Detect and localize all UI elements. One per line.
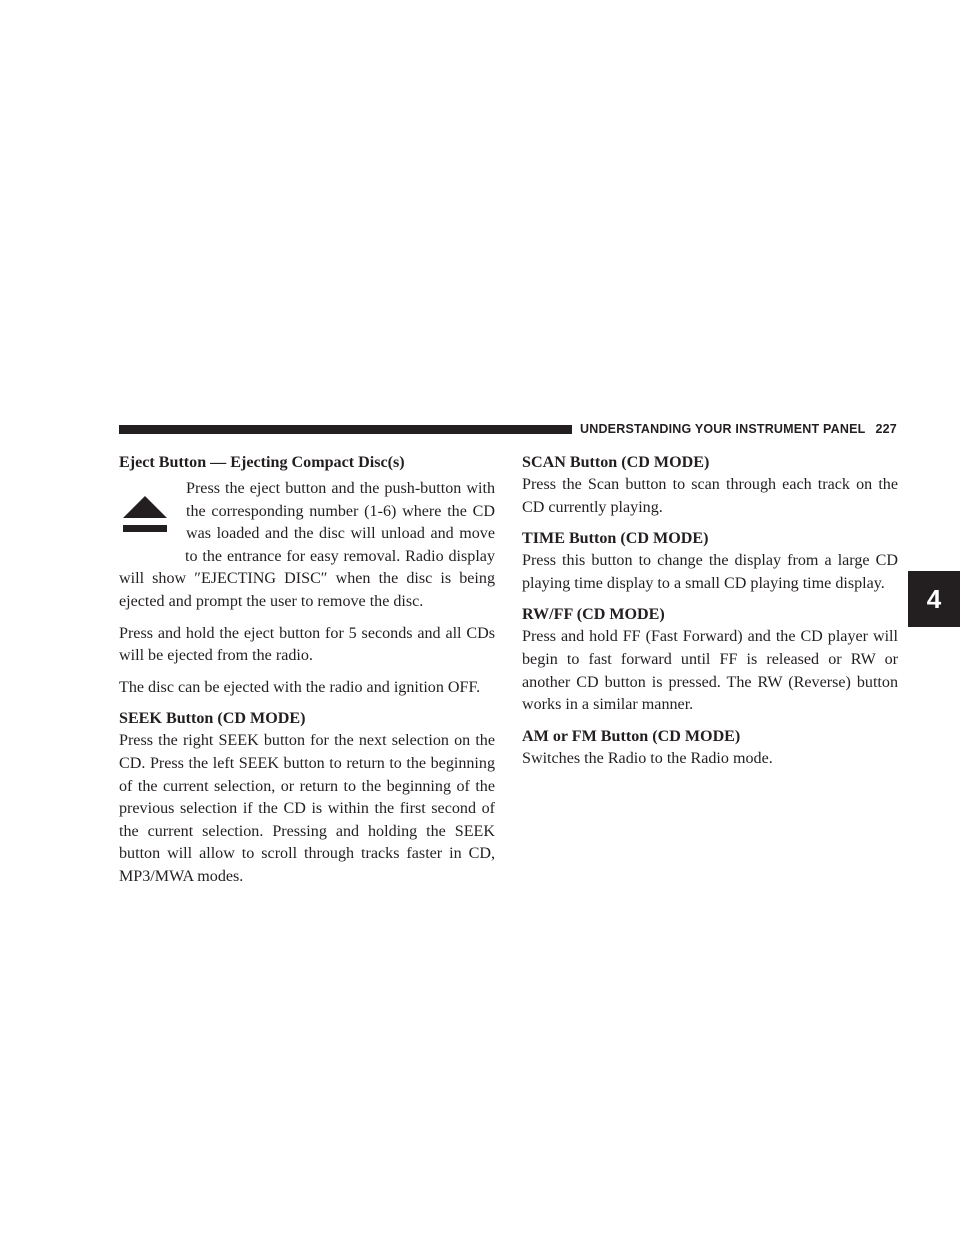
seek-body: Press the right SEEK button for the next selection on the CD. Press the left SEEK button to return to the beginning of the current selection, or return to the beginning of the previous selection if the CD is within the first second of the current selection. Pressing and holding the SEEK button will allow to scroll through tracks faster in CD, MP3/MWA modes.	[119, 732, 495, 885]
eject-icon	[119, 492, 171, 542]
rwff-heading: RW/FF (CD MODE)	[522, 606, 665, 624]
running-header	[580, 422, 897, 436]
scan-heading: SCAN Button (CD MODE)	[522, 454, 710, 471]
amfm-heading: AM or FM Button (CD MODE)	[522, 727, 741, 745]
eject-line: to the entrance for easy removal. Radio display	[185, 547, 495, 565]
scan-body: Press the Scan button to scan through each track on the CD currently playing.	[522, 476, 898, 516]
eject-off-paragraph: The disc can be ejected with the radio and ignition OFF.	[119, 678, 481, 696]
chapter-number: 4	[926, 583, 942, 614]
time-heading: TIME Button (CD MODE)	[522, 530, 709, 548]
eject-paragraph	[119, 478, 495, 614]
eject-continuation: will show ″EJECTING DISC″ when the disc is being ejected and prompt the user to remove the disc.	[119, 570, 495, 610]
chapter-tab	[908, 571, 960, 627]
eject-line: the corresponding number (1-6) where the CD	[186, 502, 495, 520]
header-rule	[119, 425, 572, 434]
eject-heading: Eject Button — Ejecting Compact Disc(s)	[119, 454, 405, 471]
eject-line: was loaded and the disc will unload and move	[186, 525, 495, 543]
eject-lines-beside-icon	[185, 478, 495, 568]
page-number: 227	[875, 422, 897, 436]
eject-line: Press the eject button and the push-button with	[186, 480, 495, 497]
section-title: UNDERSTANDING YOUR INSTRUMENT PANEL	[580, 422, 866, 436]
rwff-body: Press and hold FF (Fast Forward) and the CD player will begin to fast forward until FF is released or RW or another CD button is pressed. The RW (Reverse) button works in a similar manner.	[522, 628, 898, 714]
eject-hold-paragraph: Press and hold the eject button for 5 seconds and all CDs will be ejected from the radio.	[119, 624, 495, 665]
left-column	[119, 452, 495, 889]
amfm-body: Switches the Radio to the Radio mode.	[522, 749, 773, 767]
seek-heading: SEEK Button (CD MODE)	[119, 710, 306, 728]
right-column	[522, 452, 898, 770]
time-body: Press this button to change the display from a large CD playing time display to a small CD playing time display.	[522, 552, 898, 592]
